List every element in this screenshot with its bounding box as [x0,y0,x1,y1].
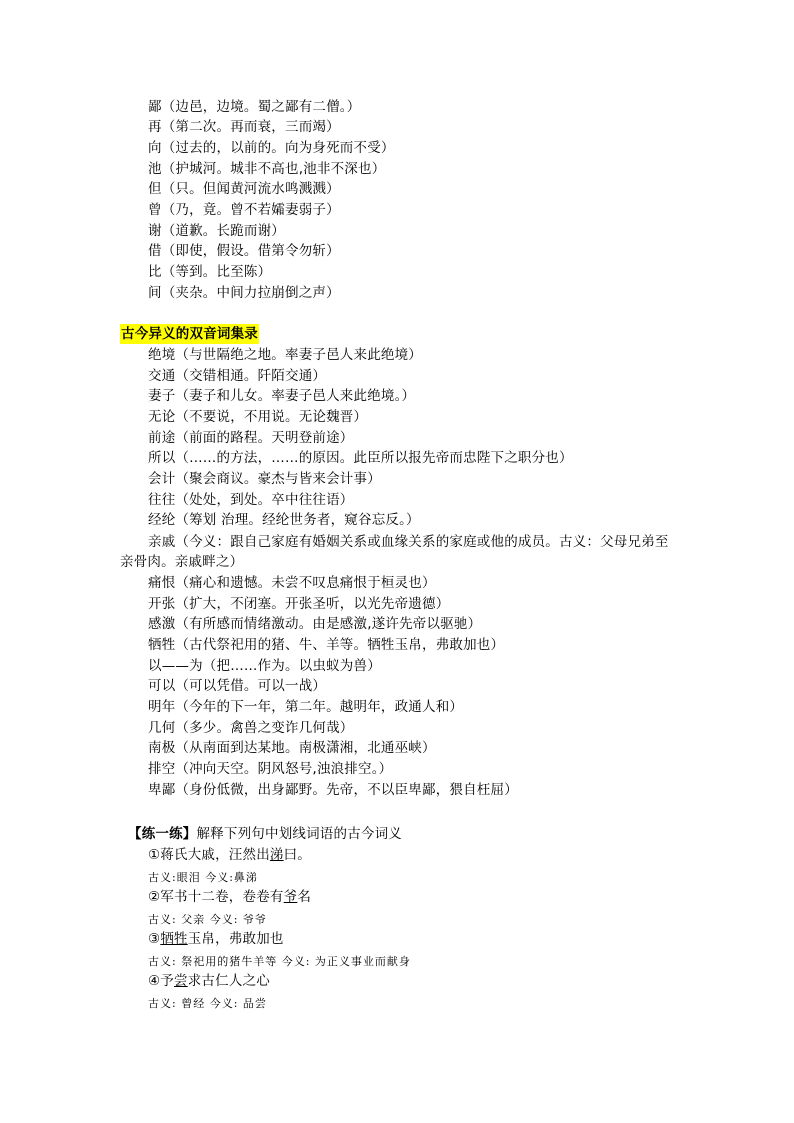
list-item: 明年（今年的下一年，第二年。越明年，政通人和） [148,699,464,715]
list-item: 开张（扩大，不闭塞。开张圣听，以光先帝遗德） [148,596,450,612]
list-item: 可以（可以凭借。可以一战） [148,678,327,694]
list-item: 往往（处处，到处。卒中往往语） [148,492,354,508]
list-item: 所以（……的方法，……的原因。此臣所以报先帝而忠陛下之职分也） [148,450,573,466]
list-item: 交通（交错相通。阡陌交通） [148,368,327,384]
underlined-word: 涕 [269,847,284,863]
question-text: ①蒋氏大戚，汪然出 [148,847,270,863]
list-item: 妻子（妻子和儿女。率妻子邑人来此绝境。） [148,388,416,404]
list-item: 池（护城河。城非不高也,池非不深也） [148,161,386,177]
list-item: 感激（有所感而情绪激动。由是感激,遂许先帝以驱驰） [148,616,482,632]
question-text: ③ [148,931,161,947]
list-item: 牺牲（古代祭祀用的猪、牛、羊等。牺牲玉帛，弗敢加也） [148,637,505,653]
question-text: 玉帛，弗敢加也 [187,931,284,947]
question-text: ④予 [148,973,175,989]
list-item: 比（等到。比至陈） [148,264,272,280]
list-item: 再（第二次。再而衰，三而竭） [148,119,340,135]
practice-answer: 古义:眼泪 今义:鼻涕 [148,871,258,884]
list-item: 几何（多少。禽兽之变诈几何哉） [148,720,354,736]
practice-question [148,929,284,949]
question-text: 曰。 [283,847,312,863]
underlined-word: 爷 [283,889,298,905]
list-item: 间（夹杂。中间力拉崩倒之声） [148,285,340,301]
underlined-word: 尝 [174,973,188,989]
list-item: 经纶（筹划 治理。经纶世务者，窥谷忘反。） [148,512,420,528]
list-item: 亲戚（今义：跟自己家庭有婚姻关系或血缘关系的家庭或他的成员。古义：父母兄弟至 [148,534,669,550]
list-item: 卑鄙（身份低微，出身鄙野。先帝，不以臣卑鄙，猥自枉屈） [148,782,518,798]
list-item-continuation: 亲骨肉。亲戚畔之） [120,554,244,570]
practice-question [148,971,270,991]
list-item: 谢（道歉。长跪而谢） [148,223,285,239]
practice-question [148,845,311,865]
practice-title [128,824,402,844]
list-item: 曾（乃，竟。曾不若孀妻弱子） [148,202,340,218]
list-item: 鄙（边邑，边境。蜀之鄙有二僧。） [148,99,361,115]
list-item: 南极（从南面到达某地。南极潇湘，北通巫峡） [148,740,436,756]
underlined-word: 牺牲 [160,931,188,947]
list-item: 会计（聚会商议。豪杰与皆来会计事） [148,471,381,487]
practice-answer: 古义: 祭祀用的猪牛羊等 今义: 为正义事业而献身 [148,955,411,968]
list-item: 前途（前面的路程。天明登前途） [148,430,354,446]
practice-answer: 古义: 父亲 今义: 爷爷 [148,913,267,926]
list-item: 排空（冲向天空。阴风怒号,浊浪排空。） [148,761,393,777]
practice-answer: 古义: 曾经 今义: 品尝 [148,997,267,1010]
list-item: 借（即使，假设。借第令勿斩） [148,243,340,259]
question-text: 求古仁人之心 [187,973,270,989]
list-item: 无论（不要说，不用说。无论魏晋） [148,409,368,425]
list-item: 但（只。但闻黄河流水鸣溅溅） [148,181,340,197]
section-heading: 古今异义的双音词集录 [121,326,258,342]
question-text: 名 [297,889,312,905]
practice-instruction: 解释下列句中划线词语的古今词义 [196,826,402,842]
list-item: 痛恨（痛心和遗憾。未尝不叹息痛恨于桓灵也） [148,575,436,591]
list-item: 向（过去的，以前的。向为身死而不受） [148,140,395,156]
list-item: 绝境（与世隔绝之地。率妻子邑人来此绝境） [148,347,422,363]
question-text: ②军书十二卷，卷卷有 [148,889,284,905]
practice-bracket-label: 【练一练】 [128,826,197,842]
list-item: 以——为（把……作为。以虫蚁为兽） [148,658,381,674]
practice-question [148,887,311,907]
